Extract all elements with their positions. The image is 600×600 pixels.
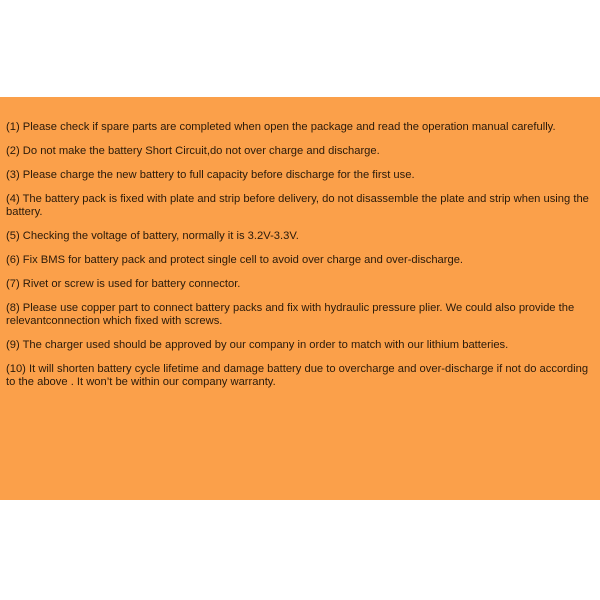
notice-item-3: (3) Please charge the new battery to full capacity before discharge for the first use.: [6, 169, 415, 181]
notice-item-1: (1) Please check if spare parts are completed when open the package and read the operation manual carefully.: [6, 121, 556, 133]
notice-item-8: (8) Please use copper part to connect battery packs and fix with hydraulic pressure plier. We could also provide the relevantconnection which fixed with screws.: [6, 302, 575, 327]
notice-item-10: (10) It will shorten battery cycle lifetime and damage battery due to overcharge and over-discharge if not do according to the above . It won’t be within our company warranty.: [6, 363, 589, 388]
notice-item-5: (5) Checking the voltage of battery, normally it is 3.2V-3.3V.: [6, 230, 299, 242]
notice-item-2: (2) Do not make the battery Short Circuit,do not over charge and discharge.: [6, 145, 380, 157]
notice-item-7: (7) Rivet or screw is used for battery connector.: [6, 278, 241, 290]
notice-item-9: (9) The charger used should be approved by our company in order to match with our lithium batteries.: [6, 339, 509, 351]
notice-item-6: (6) Fix BMS for battery pack and protect single cell to avoid over charge and over-discharge.: [6, 254, 464, 266]
notice-panel: [0, 97, 600, 500]
notice-item-4: (4) The battery pack is fixed with plate and strip before delivery, do not disassemble the plate and strip when using the battery.: [6, 193, 589, 218]
